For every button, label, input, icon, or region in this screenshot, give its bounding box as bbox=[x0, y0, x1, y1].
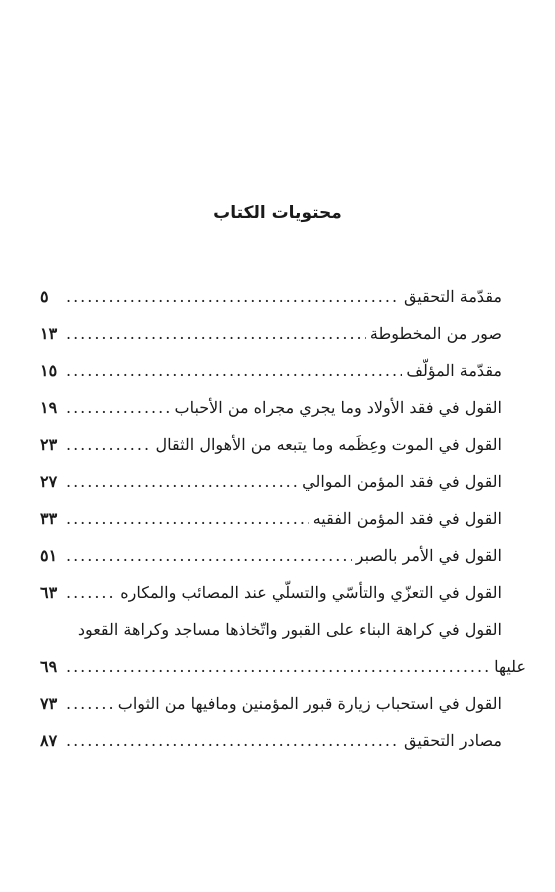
dot-leader bbox=[66, 315, 366, 352]
toc-entry-title: القول في فقد الأولاد وما يجري مجراه من الأحباب bbox=[174, 398, 502, 417]
toc-entry-first-line[interactable] bbox=[40, 611, 502, 648]
toc-entry-title: القول في كراهة البناء على القبور واتّخاذها مساجد وكراهة القعود bbox=[77, 620, 502, 639]
toc-entry-title: القول في التعزّي والتأسّي والتسلّي عند المصائب والمكاره bbox=[120, 583, 502, 602]
toc-entry[interactable] bbox=[40, 278, 502, 315]
dot-leader bbox=[66, 278, 400, 315]
toc-entry-title: مقدّمة المؤلّف bbox=[406, 361, 502, 380]
toc-entry[interactable] bbox=[40, 574, 502, 611]
dot-leader bbox=[66, 722, 400, 759]
toc-entry[interactable] bbox=[40, 352, 502, 389]
toc-entry-title: صور من المخطوطة bbox=[369, 324, 502, 343]
page-title: محتويات الكتاب bbox=[213, 203, 342, 223]
dot-leader bbox=[66, 500, 309, 537]
toc-entry-page: ١٣ bbox=[40, 324, 58, 343]
toc-entry[interactable] bbox=[40, 315, 502, 352]
toc-entry[interactable] bbox=[40, 722, 502, 759]
toc-entry-page: ٦٣ bbox=[40, 583, 58, 602]
toc-entry-page: ٥١ bbox=[40, 546, 58, 565]
toc-entry[interactable] bbox=[40, 426, 502, 463]
toc-entry[interactable] bbox=[40, 685, 502, 722]
dot-leader bbox=[66, 537, 352, 574]
dot-leader bbox=[66, 389, 171, 426]
toc-entry-page: ٣٣ bbox=[40, 509, 58, 528]
dot-leader bbox=[66, 685, 114, 722]
toc-entry-page: ١٥ bbox=[40, 361, 58, 380]
toc-entry-page: ٦٩ bbox=[40, 657, 58, 676]
toc-entry-title: القول في فقد المؤمن الموالي bbox=[302, 472, 502, 491]
dot-leader bbox=[66, 352, 402, 389]
toc-entry[interactable] bbox=[40, 537, 502, 574]
toc-entry-continuation[interactable] bbox=[40, 648, 526, 685]
toc-entry-page: ١٩ bbox=[40, 398, 58, 417]
toc-entry-title: عليها bbox=[494, 657, 526, 676]
toc-entry-page: ٨٧ bbox=[40, 731, 58, 750]
toc-entry-page: ٧٣ bbox=[40, 694, 58, 713]
toc-entry[interactable] bbox=[40, 463, 502, 500]
toc-entry-page: ٥ bbox=[40, 287, 49, 306]
toc-entry-title: القول في الموت وعِظَمه وما يتبعه من الأهوال الثقال bbox=[155, 435, 502, 454]
toc-entry-title: القول في استحباب زيارة قبور المؤمنين ومافيها من الثواب bbox=[117, 694, 502, 713]
toc-entry-title: القول في فقد المؤمن الفقيه bbox=[312, 509, 502, 528]
dot-leader bbox=[66, 463, 298, 500]
toc-entry-title: مقدّمة التحقيق bbox=[403, 287, 502, 306]
toc-entry[interactable] bbox=[40, 500, 502, 537]
toc-entry-page: ٢٣ bbox=[40, 435, 58, 454]
dot-leader bbox=[66, 574, 116, 611]
toc-entry-title: مصادر التحقيق bbox=[404, 731, 502, 750]
table-of-contents bbox=[40, 278, 526, 759]
toc-entry[interactable] bbox=[40, 389, 502, 426]
toc-entry-page: ٢٧ bbox=[40, 472, 58, 491]
dot-leader bbox=[66, 426, 151, 463]
dot-leader bbox=[66, 648, 490, 685]
toc-entry-title: القول في الأمر بالصبر bbox=[355, 546, 502, 565]
